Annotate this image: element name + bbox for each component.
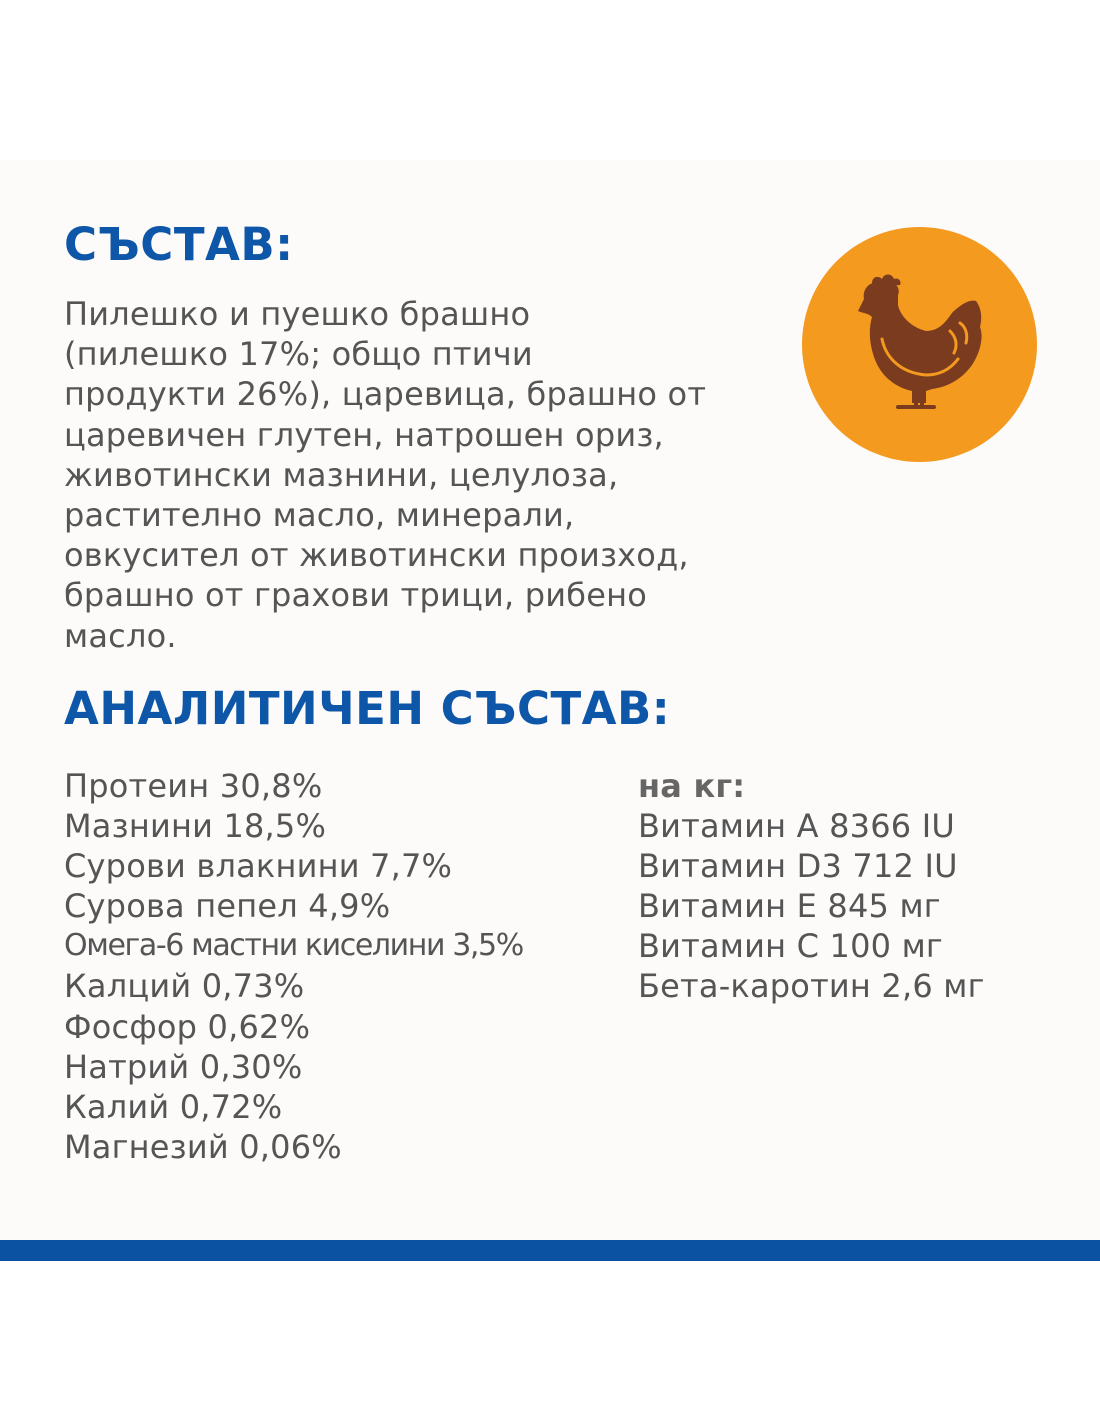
chicken-badge	[802, 227, 1037, 462]
composition-line: царевичен глутен, натрошен ориз,	[64, 415, 664, 454]
composition-line: продукти 26%), царевица, брашно от	[64, 375, 707, 414]
nutrient-item: Сурови влакнини 7,7%	[64, 847, 453, 886]
composition-line: (пилешко 17%; общо птичи	[64, 335, 533, 374]
nutrient-item: Мазнини 18,5%	[64, 807, 327, 846]
composition-line: растително масло, минерали,	[64, 495, 575, 534]
nutrient-item: Натрий 0,30%	[64, 1047, 303, 1086]
composition-line: брашно от грахови трици, рибено	[64, 576, 647, 615]
vitamin-item: Витамин D3 712 IU	[638, 847, 958, 886]
nutrient-item: Фосфор 0,62%	[64, 1007, 311, 1046]
vitamin-item: Витамин Е 845 мг	[638, 887, 941, 926]
vitamin-item: Бета-каротин 2,6 мг	[638, 967, 985, 1006]
composition-line: Пилешко и пуешко брашно	[64, 295, 531, 333]
nutrient-item: Магнезий 0,06%	[64, 1127, 342, 1166]
nutrient-item: Сурова пепел 4,9%	[64, 887, 391, 926]
chicken-icon	[802, 227, 1037, 462]
vitamins-block	[638, 766, 1078, 1007]
composition-line: масло.	[64, 616, 177, 655]
composition-text	[64, 294, 809, 656]
analytical-heading: АНАЛИТИЧЕН СЪСТАВ:	[64, 682, 671, 735]
vitamin-list	[638, 806, 1078, 1006]
nutrient-item: Омега-6 мастни киселини 3,5%	[64, 928, 523, 964]
footer-accent-bar	[0, 1240, 1100, 1261]
nutrient-list	[64, 766, 624, 1167]
nutrient-item: Калий 0,72%	[64, 1087, 283, 1126]
composition-line: овкусител от животински произход,	[64, 536, 689, 575]
nutrient-item: Протеин 30,8%	[64, 767, 323, 805]
vitamin-item: Витамин С 100 мг	[638, 927, 943, 966]
composition-heading: СЪСТАВ:	[64, 218, 294, 271]
vitamin-item: Витамин А 8366 IU	[638, 807, 955, 846]
nutrient-item: Калций 0,73%	[64, 967, 305, 1006]
per-kg-label: на кг:	[638, 767, 746, 805]
composition-line: животински мазнини, целулоза,	[64, 455, 619, 494]
